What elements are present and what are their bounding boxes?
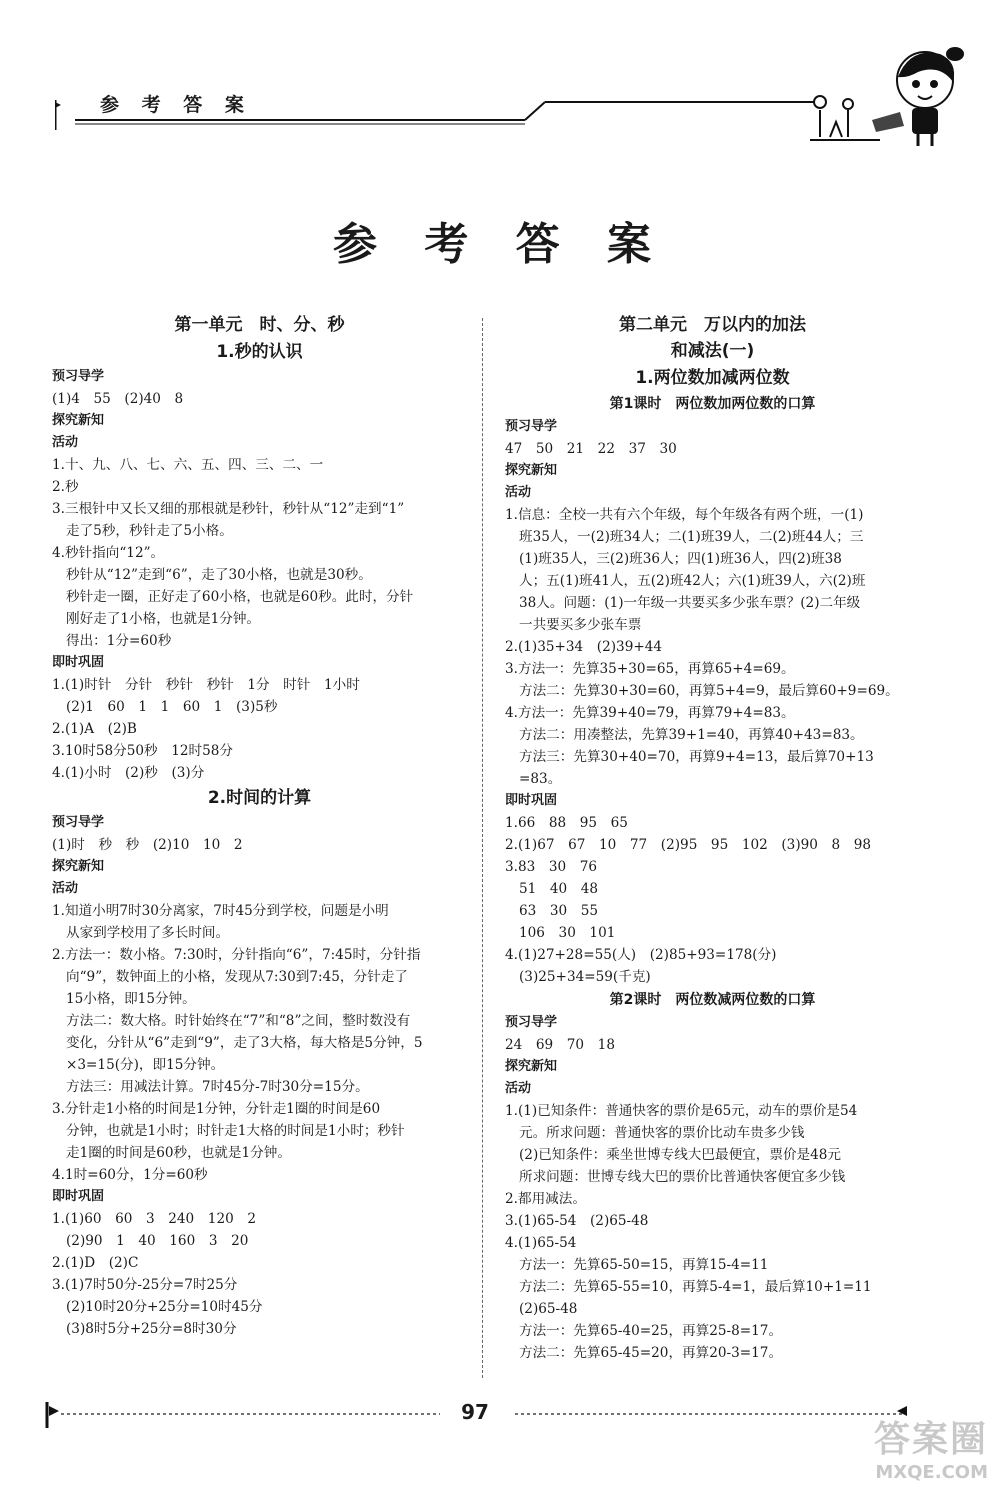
answer-line: 方法二：用凑整法，先算39+1=40，再算40+43=83。: [519, 727, 864, 743]
unit-title-cont: 和减法(一): [670, 341, 755, 361]
answer-line: 38人。问题：(1)一年级一共要买多少张车票？(2)二年级: [519, 595, 861, 611]
answer-line: 1.(1)已知条件：普通快客的票价是65元，动车的票价是54: [505, 1103, 858, 1119]
answer-line: 秒针走一圈，正好走了60小格，也就是60秒。此时，分针: [66, 589, 414, 605]
section-label: 活动: [52, 881, 79, 896]
answer-line: 24 69 70 18: [505, 1037, 615, 1053]
answer-line: 一共要买多少张车票: [519, 617, 642, 633]
answer-line: 4.(1)小时 (2)秒 (3)分: [52, 765, 205, 781]
answer-line: 元。所求问题：普通快客的票价比动车贵多少钱: [519, 1125, 805, 1141]
lesson-title: 第2课时 两位数减两位数的口算: [609, 992, 816, 1008]
answer-line: 3.三根针中又长又细的那根就是秒针，秒针从“12”走到“1”: [52, 501, 405, 517]
answer-line: 2.(1)35+34 (2)39+44: [505, 639, 663, 655]
answer-line: 1.(1)60 60 3 240 120 2: [52, 1211, 256, 1227]
section-label: 即时巩固: [505, 793, 558, 808]
answer-line: 2.方法一：数小格。7:30时，分针指向“6”，7:45时，分针指: [52, 947, 421, 963]
answer-line: (1)时 秒 秒 (2)10 10 2: [52, 837, 243, 853]
watermark-url: MXQE.COM: [875, 1462, 988, 1483]
answer-line: 从家到学校用了多长时间。: [66, 925, 230, 941]
answer-line: (3)25+34=59(千克): [519, 969, 651, 985]
answer-line: 1.66 88 95 65: [505, 815, 628, 831]
answer-line: 向“9”，数钟面上的小格，发现从7:30到7:45，分针走了: [66, 969, 408, 985]
answer-line: (2)10时20分+25分=10时45分: [66, 1299, 263, 1315]
page-title: 参 考 答 案: [333, 219, 667, 270]
answer-line: 走1圈的时间是60秒，也就是1分钟。: [66, 1145, 291, 1161]
answer-line: 15小格，即15分钟。: [66, 991, 196, 1007]
answer-line: 班35人，一(2)班34人；二(1)班39人，二(2)班44人；三: [519, 529, 864, 545]
answer-line: 3.方法一：先算35+30=65，再算65+4=69。: [505, 661, 795, 677]
answer-line: 2.秒: [52, 479, 79, 495]
left-column: [52, 312, 467, 1340]
section-label: 预习导学: [505, 419, 558, 434]
answer-line: 2.(1)67 67 10 77 (2)95 95 102 (3)90 8 98: [505, 837, 872, 853]
watermark: [828, 1418, 988, 1484]
watermark-text: 答案圈: [873, 1419, 988, 1460]
girl-mascot-icon: [800, 42, 970, 152]
page-number: 97: [461, 1400, 489, 1424]
answer-line: 刚好走了1小格，也就是1分钟。: [66, 611, 261, 627]
answer-line: 方法三：先算30+40=70，再算9+4=13，最后算70+13: [519, 749, 874, 765]
answer-line: 方法二：先算30+30=60，再算5+4=9，最后算60+9=69。: [519, 683, 899, 699]
answer-line: 106 30 101: [519, 925, 616, 941]
answer-line: 秒针从“12”走到“6”，走了30小格，也就是30秒。: [66, 567, 372, 583]
answer-line: 51 40 48: [519, 881, 599, 897]
section-title: 1.秒的认识: [216, 342, 303, 362]
answer-line: 3.(1)65-54 (2)65-48: [505, 1213, 649, 1229]
answer-line: 3.分针走1小格的时间是1分钟，分针走1圈的时间是60: [52, 1101, 381, 1117]
answer-line: 4.方法一：先算39+40=79，再算79+4=83。: [505, 705, 795, 721]
answer-line: 47 50 21 22 37 30: [505, 441, 677, 457]
unit-title: 第二单元 万以内的加法: [619, 315, 806, 335]
unit-title: 第一单元 时、分、秒: [174, 315, 345, 335]
answer-line: 4.1时=60分，1分=60秒: [52, 1167, 208, 1183]
answer-line: 分钟，也就是1小时；时针走1大格的时间是1小时；秒针: [66, 1123, 405, 1139]
answer-line: 变化，分针从“6”走到“9”，走了3大格，每大格是5分钟，5: [66, 1035, 423, 1051]
answer-line: 所求问题：世博专线大巴的票价比普通快客便宜多少钱: [519, 1169, 846, 1185]
answer-line: 4.(1)65-54: [505, 1235, 577, 1251]
answer-line: 1.十、九、八、七、六、五、四、三、二、一: [52, 457, 324, 473]
answer-line: (2)已知条件：乘坐世博专线大巴最便宜，票价是48元: [519, 1147, 842, 1163]
answer-line: 方法一：先算65-50=15，再算15-4=11: [519, 1257, 769, 1273]
answer-line: 走了5秒，秒针走了5小格。: [66, 523, 233, 539]
section-label: 预习导学: [505, 1015, 558, 1030]
answer-line: (2)65-48: [519, 1301, 578, 1317]
section-label: 探究新知: [52, 413, 105, 428]
answer-line: =83。: [519, 771, 562, 787]
answer-line: 1.信息：全校一共有六个年级，每个年级各有两个班，一(1): [505, 507, 864, 523]
answer-line: 方法三：用减法计算。7时45分-7时30分=15分。: [66, 1079, 369, 1095]
section-title: 2.时间的计算: [207, 788, 312, 808]
answer-line: 4.秒针指向“12”。: [52, 545, 165, 561]
answer-line: (2)1 60 1 1 60 1 (3)5秒: [66, 699, 278, 715]
header-label: 参 考 答 案: [100, 94, 252, 116]
answer-line: (2)90 1 40 160 3 20: [66, 1233, 249, 1249]
lesson-title: 第1课时 两位数加两位数的口算: [609, 396, 816, 412]
section-label: 活动: [52, 435, 79, 450]
column-divider: [482, 318, 483, 1378]
section-label: 活动: [505, 1081, 532, 1096]
section-label: 即时巩固: [52, 1189, 105, 1204]
section-label: 预习导学: [52, 815, 105, 830]
answer-line: 1.知道小明7时30分离家，7时45分到学校，问题是小明: [52, 903, 389, 919]
answer-line: (3)8时5分+25分=8时30分: [66, 1321, 237, 1337]
answer-line: 方法二：数大格。时针始终在“7”和“8”之间，整时数没有: [66, 1013, 411, 1029]
answer-line: 得出：1分=60秒: [66, 633, 172, 649]
answer-line: 63 30 55: [519, 903, 599, 919]
answer-line: 2.(1)D (2)C: [52, 1255, 139, 1271]
section-label: 探究新知: [505, 463, 558, 478]
answer-line: (1)4 55 (2)40 8: [52, 391, 184, 407]
section-label: 活动: [505, 485, 532, 500]
section-label: 探究新知: [505, 1059, 558, 1074]
answer-line: 人；五(1)班41人，五(2)班42人；六(1)班39人，六(2)班: [519, 573, 866, 589]
right-column: [505, 312, 920, 1364]
answer-line: 3.10时58分50秒 12时58分: [52, 743, 234, 759]
answer-line: 4.(1)27+28=55(人) (2)85+93=178(分): [505, 947, 777, 963]
section-label: 即时巩固: [52, 655, 105, 670]
section-title: 1.两位数加减两位数: [635, 368, 790, 388]
answer-line: 方法二：先算65-55=10，再算5-4=1，最后算10+1=11: [519, 1279, 872, 1295]
answer-line: 方法二：先算65-45=20，再算20-3=17。: [519, 1345, 783, 1361]
answer-line: 2.都用减法。: [505, 1191, 586, 1207]
section-label: 探究新知: [52, 859, 105, 874]
answer-line: ×3=15(分)，即15分钟。: [66, 1057, 225, 1073]
answer-line: 方法一：先算65-40=25，再算25-8=17。: [519, 1323, 783, 1339]
section-label: 预习导学: [52, 369, 105, 384]
answer-line: 3.83 30 76: [505, 859, 598, 875]
answer-line: 2.(1)A (2)B: [52, 721, 137, 737]
answer-line: 3.(1)7时50分-25分=7时25分: [52, 1277, 238, 1293]
answer-line: (1)班35人，三(2)班36人；四(1)班36人，四(2)班38: [519, 551, 842, 567]
answer-line: 1.(1)时针 分针 秒针 秒针 1分 时针 1小时: [52, 677, 360, 693]
